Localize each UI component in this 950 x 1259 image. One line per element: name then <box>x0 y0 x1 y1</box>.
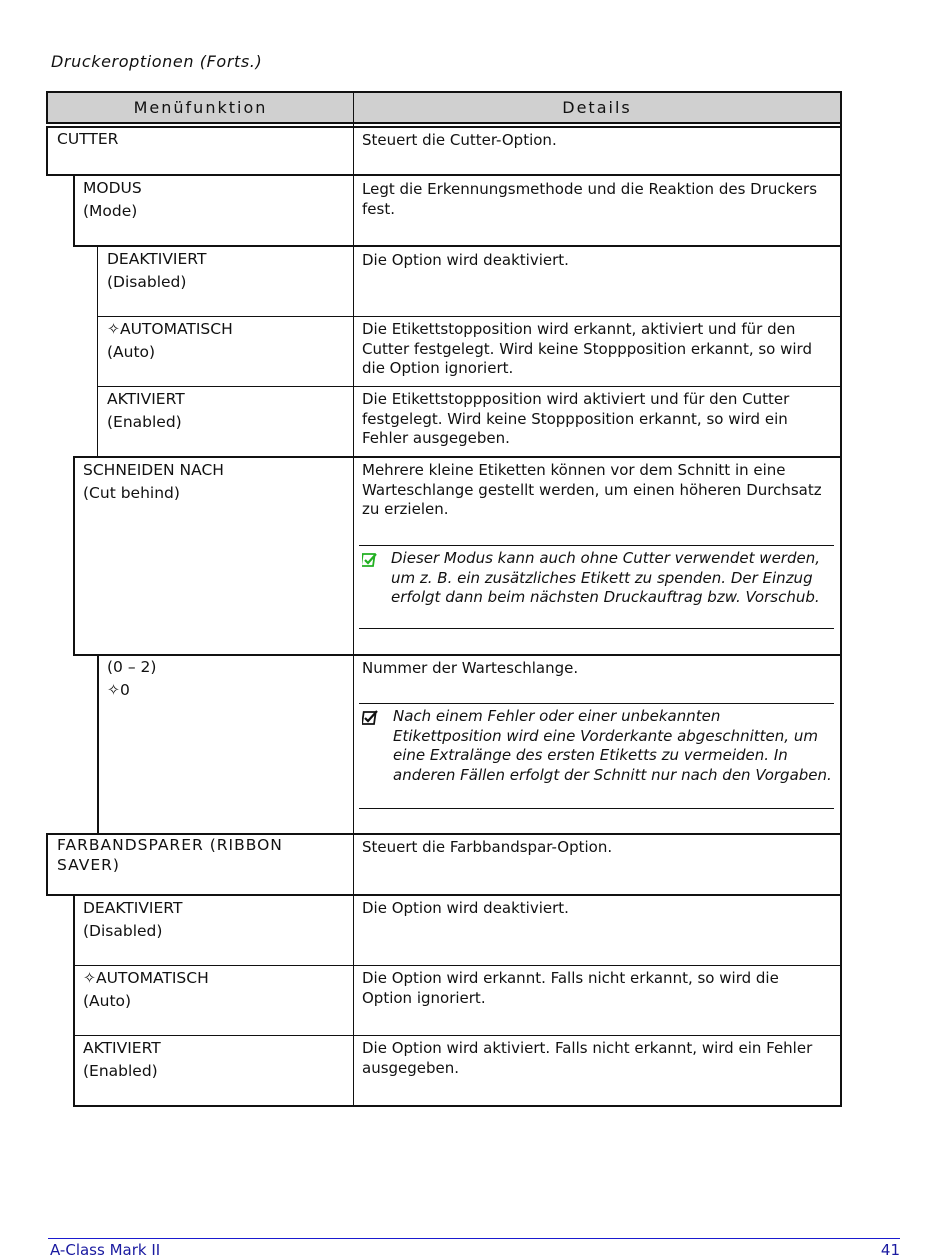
modus-bottom-line <box>73 245 842 247</box>
menu-item-alt: (Disabled) <box>83 922 163 940</box>
menu-item-details: Legt die Erkennungsmethode und die Reaktion des Druckers fest. <box>362 180 818 218</box>
row-divider <box>73 1035 842 1036</box>
note-text: Nach einem Fehler oder einer unbekannten Etikettposition wird eine Vorderkante abgeschnitten, um eine Extralänge des ersten Etiketts zu vermeiden. In anderen Fällen erfolgt der Schnitt nur nach den Vorgaben. <box>393 707 832 784</box>
menu-item-alt: ✧0 <box>107 681 130 699</box>
row-divider <box>97 386 842 387</box>
footer-product-name: A-Class Mark II <box>50 1241 161 1259</box>
schneiden-left-border <box>73 456 75 656</box>
table-bottom-border <box>73 1105 842 1107</box>
menu-item-details: Die Option wird erkannt. Falls nicht erkannt, so wird die Option ignoriert. <box>362 969 779 1007</box>
page-title: Druckeroptionen (Forts.) <box>51 52 263 71</box>
modus-options-left-border <box>97 245 98 457</box>
note-box <box>359 703 834 809</box>
menu-item-name: SCHNEIDEN NACH <box>83 461 224 479</box>
menu-item-name: DEAKTIVIERT <box>107 250 207 268</box>
checkbox-green-icon <box>362 552 378 568</box>
menu-item-name: MODUS <box>83 179 142 197</box>
menu-item-alt: (Disabled) <box>107 273 187 291</box>
page-number: 41 <box>880 1241 900 1259</box>
header-details: Details <box>562 98 632 117</box>
checkbox-black-icon <box>362 710 378 726</box>
ribbon-options-left-border <box>73 894 75 1107</box>
menu-item-name: ✧AUTOMATISCH <box>107 320 233 338</box>
cutter-left-border <box>46 126 48 176</box>
menu-item-alt: (Cut behind) <box>83 484 180 502</box>
menu-item-details: Die Option wird deaktiviert. <box>362 899 569 917</box>
menu-item-details: Steuert die Farbbandspar-Option. <box>362 838 613 856</box>
table-right-border <box>840 91 842 1107</box>
menu-item-alt: (Enabled) <box>107 413 182 431</box>
note-box <box>359 545 834 629</box>
menu-item-details: Die Option wird aktiviert. Falls nicht erkannt, wird ein Fehler ausgegeben. <box>362 1039 813 1077</box>
schneiden-top-line <box>73 456 842 458</box>
modus-left-border <box>73 174 75 247</box>
note-text: Dieser Modus kann auch ohne Cutter verwendet werden, um z. B. ein zusätzliches Etikett zu spenden. Der Einzug erfolgt dann beim nächsten Druckauftrag bzw. Vorschub. <box>391 549 820 606</box>
menu-item-details: Nummer der Warteschlange. <box>362 659 579 677</box>
menu-item-details: Mehrere kleine Etiketten können vor dem Schnitt in eine Warteschlange gestellt werden, um einen höheren Durchsatz zu erzielen. <box>362 461 822 518</box>
menu-item-details: Die Etikettstoppposition wird aktiviert und für den Cutter festgelegt. Wird keine Stoppposition erkannt, so wird ein Fehler ausgegeben. <box>362 390 790 447</box>
cutter-bottom-line <box>46 174 842 176</box>
header-bottom-line-2 <box>46 126 842 128</box>
menu-item-details: Die Etikettstopposition wird erkannt, aktiviert und für den Cutter festgelegt. Wird keine Stoppposition erkannt, so wird die Option ignoriert. <box>362 320 812 377</box>
farbandsparer-bottom-line <box>46 894 842 896</box>
menu-item-name: AKTIVIERT <box>107 390 185 408</box>
menu-item-alt: (Auto) <box>83 992 132 1010</box>
schneiden-bottom-line <box>73 654 842 656</box>
menu-item-alt: (Enabled) <box>83 1062 158 1080</box>
header-left-border <box>46 91 48 124</box>
menu-item-details: Die Option wird deaktiviert. <box>362 251 569 269</box>
row-divider <box>97 316 842 317</box>
menu-item-name: ✧AUTOMATISCH <box>83 969 209 987</box>
menu-item-name: FARBANDSPARER (RIBBON SAVER) <box>57 836 289 874</box>
table-top-border <box>46 91 842 93</box>
row-divider <box>73 965 842 966</box>
column-divider <box>353 91 354 1107</box>
menu-item-name: (0 – 2) <box>107 658 157 676</box>
menu-item-details: Steuert die Cutter-Option. <box>362 131 557 149</box>
footer-rule <box>48 1238 900 1239</box>
menu-item-name: AKTIVIERT <box>83 1039 161 1057</box>
menu-item-name: DEAKTIVIERT <box>83 899 183 917</box>
header-menufunction: Menüfunktion <box>133 98 268 117</box>
menu-item-name: CUTTER <box>57 130 119 148</box>
farbandsparer-left-border <box>46 833 48 896</box>
queue-left-border <box>97 654 99 834</box>
farbandsparer-top-line <box>46 833 842 835</box>
menu-item-alt: (Mode) <box>83 202 138 220</box>
menu-item-alt: (Auto) <box>107 343 156 361</box>
header-bottom-line-1 <box>46 122 842 124</box>
